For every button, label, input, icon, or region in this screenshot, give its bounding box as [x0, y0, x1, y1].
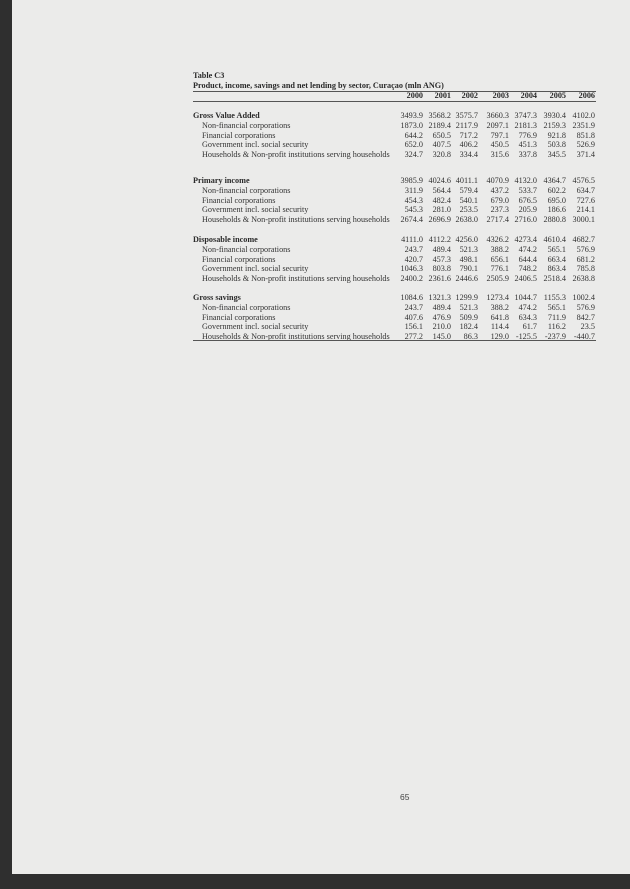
value-cell: 420.7 [404, 254, 423, 264]
year-header: 2000 [406, 91, 423, 100]
row-label: Financial corporations [202, 312, 276, 322]
value-cell: 474.2 [518, 302, 537, 312]
value-cell: 540.1 [459, 195, 478, 205]
value-cell: 86.3 [463, 332, 478, 342]
value-cell: 4610.4 [543, 235, 566, 244]
value-cell: 2518.4 [543, 274, 566, 284]
value-cell: 1084.6 [400, 293, 423, 302]
value-cell: 2189.4 [428, 120, 451, 130]
value-cell: 565.1 [547, 244, 566, 254]
value-cell: 602.2 [547, 185, 566, 195]
value-cell: 388.2 [490, 244, 509, 254]
value-cell: 533.7 [518, 185, 537, 195]
value-cell: 576.9 [576, 244, 595, 254]
value-cell: 576.9 [576, 302, 595, 312]
value-cell: 407.5 [432, 140, 451, 150]
value-cell: 253.5 [459, 205, 478, 215]
table-title: Product, income, savings and net lending by sector, Curaçao (mln ANG) [193, 81, 444, 90]
value-cell: 4682.7 [572, 235, 595, 244]
value-cell: 1273.4 [486, 293, 509, 302]
value-cell: 1002.4 [572, 293, 595, 302]
value-cell: 3985.9 [400, 176, 423, 185]
value-cell: 243.7 [404, 244, 423, 254]
document-page [12, 0, 630, 874]
value-cell: 851.8 [576, 130, 595, 140]
value-cell: 1321.3 [428, 293, 451, 302]
table-row [193, 274, 596, 284]
value-cell: 4070.9 [486, 176, 509, 185]
value-cell: 454.3 [404, 195, 423, 205]
value-cell: 3930.4 [543, 111, 566, 120]
value-cell: 650.5 [432, 130, 451, 140]
value-cell: 565.1 [547, 302, 566, 312]
value-cell: 476.9 [432, 312, 451, 322]
value-cell: 711.9 [547, 312, 566, 322]
value-cell: 23.5 [580, 322, 595, 332]
table-row [193, 303, 596, 313]
value-cell: 114.4 [490, 322, 509, 332]
value-cell: 371.4 [576, 150, 595, 160]
row-label: Households & Non-profit institutions serving households [202, 332, 390, 342]
value-cell: 498.1 [459, 254, 478, 264]
table-id: Table C3 [193, 71, 225, 80]
value-cell: 156.1 [404, 322, 423, 332]
value-cell: 4024.6 [428, 176, 451, 185]
value-cell: 3000.1 [572, 215, 595, 225]
value-cell: 1046.3 [400, 264, 423, 274]
row-label: Households & Non-profit institutions serving households [202, 150, 390, 160]
row-label: Government incl. social security [202, 140, 309, 150]
value-cell: 695.0 [547, 195, 566, 205]
value-cell: 116.2 [547, 322, 566, 332]
value-cell: 4326.2 [486, 235, 509, 244]
value-cell: 2674.4 [400, 215, 423, 225]
value-cell: 681.2 [576, 254, 595, 264]
header-row [193, 91, 596, 101]
section-heading: Gross Value Added [193, 111, 260, 120]
value-cell: 337.8 [518, 150, 537, 160]
value-cell: 3747.3 [514, 111, 537, 120]
value-cell: 2446.6 [455, 274, 478, 284]
value-cell: 205.9 [518, 205, 537, 215]
page-number: 65 [400, 792, 410, 802]
table-row [193, 313, 596, 323]
value-cell: 785.8 [576, 264, 595, 274]
value-cell: 797.1 [490, 130, 509, 140]
row-label: Non-financial corporations [202, 244, 291, 254]
value-cell: 644.4 [518, 254, 537, 264]
section-heading: Gross savings [193, 293, 241, 302]
value-cell: 281.0 [432, 205, 451, 215]
value-cell: 921.8 [547, 130, 566, 140]
row-label: Financial corporations [202, 254, 276, 264]
value-cell: 717.2 [459, 130, 478, 140]
value-cell: 652.0 [404, 140, 423, 150]
table-row [193, 264, 596, 274]
row-label: Households & Non-profit institutions serving households [202, 215, 390, 225]
year-header: 2005 [549, 91, 566, 100]
value-cell: 2880.8 [543, 215, 566, 225]
value-cell: 526.9 [576, 140, 595, 150]
section-heading: Primary income [193, 176, 250, 185]
value-cell: 679.0 [490, 195, 509, 205]
value-cell: 4273.4 [514, 235, 537, 244]
value-cell: 2361.6 [428, 274, 451, 284]
year-header: 2003 [492, 91, 509, 100]
value-cell: -440.7 [573, 332, 595, 342]
value-cell: 2159.3 [543, 120, 566, 130]
value-cell: 748.2 [518, 264, 537, 274]
value-cell: 311.9 [404, 185, 423, 195]
header-rule [193, 101, 596, 102]
value-cell: 676.5 [518, 195, 537, 205]
value-cell: 2505.9 [486, 274, 509, 284]
value-cell: 324.7 [404, 150, 423, 160]
value-cell: 2400.2 [400, 274, 423, 284]
value-cell: 776.1 [490, 264, 509, 274]
row-label: Government incl. social security [202, 264, 309, 274]
value-cell: 842.7 [576, 312, 595, 322]
value-cell: 210.0 [432, 322, 451, 332]
value-cell: 457.3 [432, 254, 451, 264]
table-row [193, 186, 596, 196]
value-cell: 243.7 [404, 302, 423, 312]
value-cell: 1155.3 [543, 293, 566, 302]
value-cell: 4112.2 [428, 235, 451, 244]
value-cell: 509.9 [459, 312, 478, 322]
table-row [193, 140, 596, 150]
value-cell: 186.6 [547, 205, 566, 215]
table-row [193, 205, 596, 215]
value-cell: 2696.9 [428, 215, 451, 225]
value-cell: 2351.9 [572, 120, 595, 130]
value-cell: 634.7 [576, 185, 595, 195]
table-row [193, 196, 596, 206]
value-cell: 3660.3 [486, 111, 509, 120]
row-label: Households & Non-profit institutions serving households [202, 274, 390, 284]
value-cell: 641.8 [490, 312, 509, 322]
value-cell: 407.6 [404, 312, 423, 322]
value-cell: 2181.3 [514, 120, 537, 130]
value-cell: 237.3 [490, 205, 509, 215]
value-cell: 644.2 [404, 130, 423, 140]
year-header: 2004 [520, 91, 537, 100]
value-cell: 2097.1 [486, 120, 509, 130]
table-row [193, 215, 596, 225]
value-cell: 451.3 [518, 140, 537, 150]
value-cell: 1299.9 [455, 293, 478, 302]
value-cell: 482.4 [432, 195, 451, 205]
value-cell: 320.8 [432, 150, 451, 160]
value-cell: 4132.0 [514, 176, 537, 185]
value-cell: 214.1 [576, 205, 595, 215]
value-cell: 663.4 [547, 254, 566, 264]
value-cell: 3568.2 [428, 111, 451, 120]
row-label: Financial corporations [202, 195, 276, 205]
value-cell: 521.3 [459, 244, 478, 254]
value-cell: 4364.7 [543, 176, 566, 185]
row-label: Financial corporations [202, 130, 276, 140]
value-cell: 2716.0 [514, 215, 537, 225]
table-row [193, 121, 596, 131]
year-header: 2006 [578, 91, 595, 100]
value-cell: 579.4 [459, 185, 478, 195]
value-cell: -125.5 [515, 332, 537, 342]
value-cell: 4111.0 [401, 235, 423, 244]
value-cell: 4102.0 [572, 111, 595, 120]
table-row [193, 255, 596, 265]
value-cell: 4011.1 [455, 176, 478, 185]
row-label: Government incl. social security [202, 322, 309, 332]
value-cell: 145.0 [432, 332, 451, 342]
value-cell: 790.1 [459, 264, 478, 274]
value-cell: 863.4 [547, 264, 566, 274]
value-cell: 129.0 [490, 332, 509, 342]
value-cell: 437.2 [490, 185, 509, 195]
year-header: 2001 [434, 91, 451, 100]
value-cell: 489.4 [432, 244, 451, 254]
value-cell: 1873.0 [400, 120, 423, 130]
section-heading: Disposable income [193, 235, 258, 244]
value-cell: 315.6 [490, 150, 509, 160]
value-cell: 521.3 [459, 302, 478, 312]
value-cell: 450.5 [490, 140, 509, 150]
row-label: Non-financial corporations [202, 302, 291, 312]
value-cell: 277.2 [404, 332, 423, 342]
value-cell: 503.8 [547, 140, 566, 150]
table-row [193, 131, 596, 141]
table-row [193, 245, 596, 255]
value-cell: 345.5 [547, 150, 566, 160]
value-cell: 182.4 [459, 322, 478, 332]
row-label: Government incl. social security [202, 205, 309, 215]
value-cell: 803.8 [432, 264, 451, 274]
value-cell: 634.3 [518, 312, 537, 322]
value-cell: 3493.9 [400, 111, 423, 120]
value-cell: 4576.5 [572, 176, 595, 185]
value-cell: 2117.9 [455, 120, 478, 130]
value-cell: 2638.8 [572, 274, 595, 284]
value-cell: 406.2 [459, 140, 478, 150]
year-header: 2002 [461, 91, 478, 100]
value-cell: 3575.7 [455, 111, 478, 120]
bottom-rule [193, 340, 596, 341]
value-cell: 61.7 [522, 322, 537, 332]
value-cell: 564.4 [432, 185, 451, 195]
value-cell: 334.4 [459, 150, 478, 160]
value-cell: 776.9 [518, 130, 537, 140]
row-label: Non-financial corporations [202, 185, 291, 195]
value-cell: 656.1 [490, 254, 509, 264]
value-cell: 2406.5 [514, 274, 537, 284]
value-cell: 545.3 [404, 205, 423, 215]
value-cell: -237.9 [544, 332, 566, 342]
value-cell: 727.6 [576, 195, 595, 205]
section-row [193, 293, 596, 303]
value-cell: 489.4 [432, 302, 451, 312]
value-cell: 2717.4 [486, 215, 509, 225]
section-row [193, 235, 596, 245]
row-label: Non-financial corporations [202, 120, 291, 130]
value-cell: 2638.0 [455, 215, 478, 225]
value-cell: 4256.0 [455, 235, 478, 244]
value-cell: 388.2 [490, 302, 509, 312]
section-row [193, 111, 596, 121]
value-cell: 1044.7 [514, 293, 537, 302]
table-row [193, 322, 596, 332]
section-row [193, 176, 596, 186]
value-cell: 474.2 [518, 244, 537, 254]
table-row [193, 150, 596, 160]
